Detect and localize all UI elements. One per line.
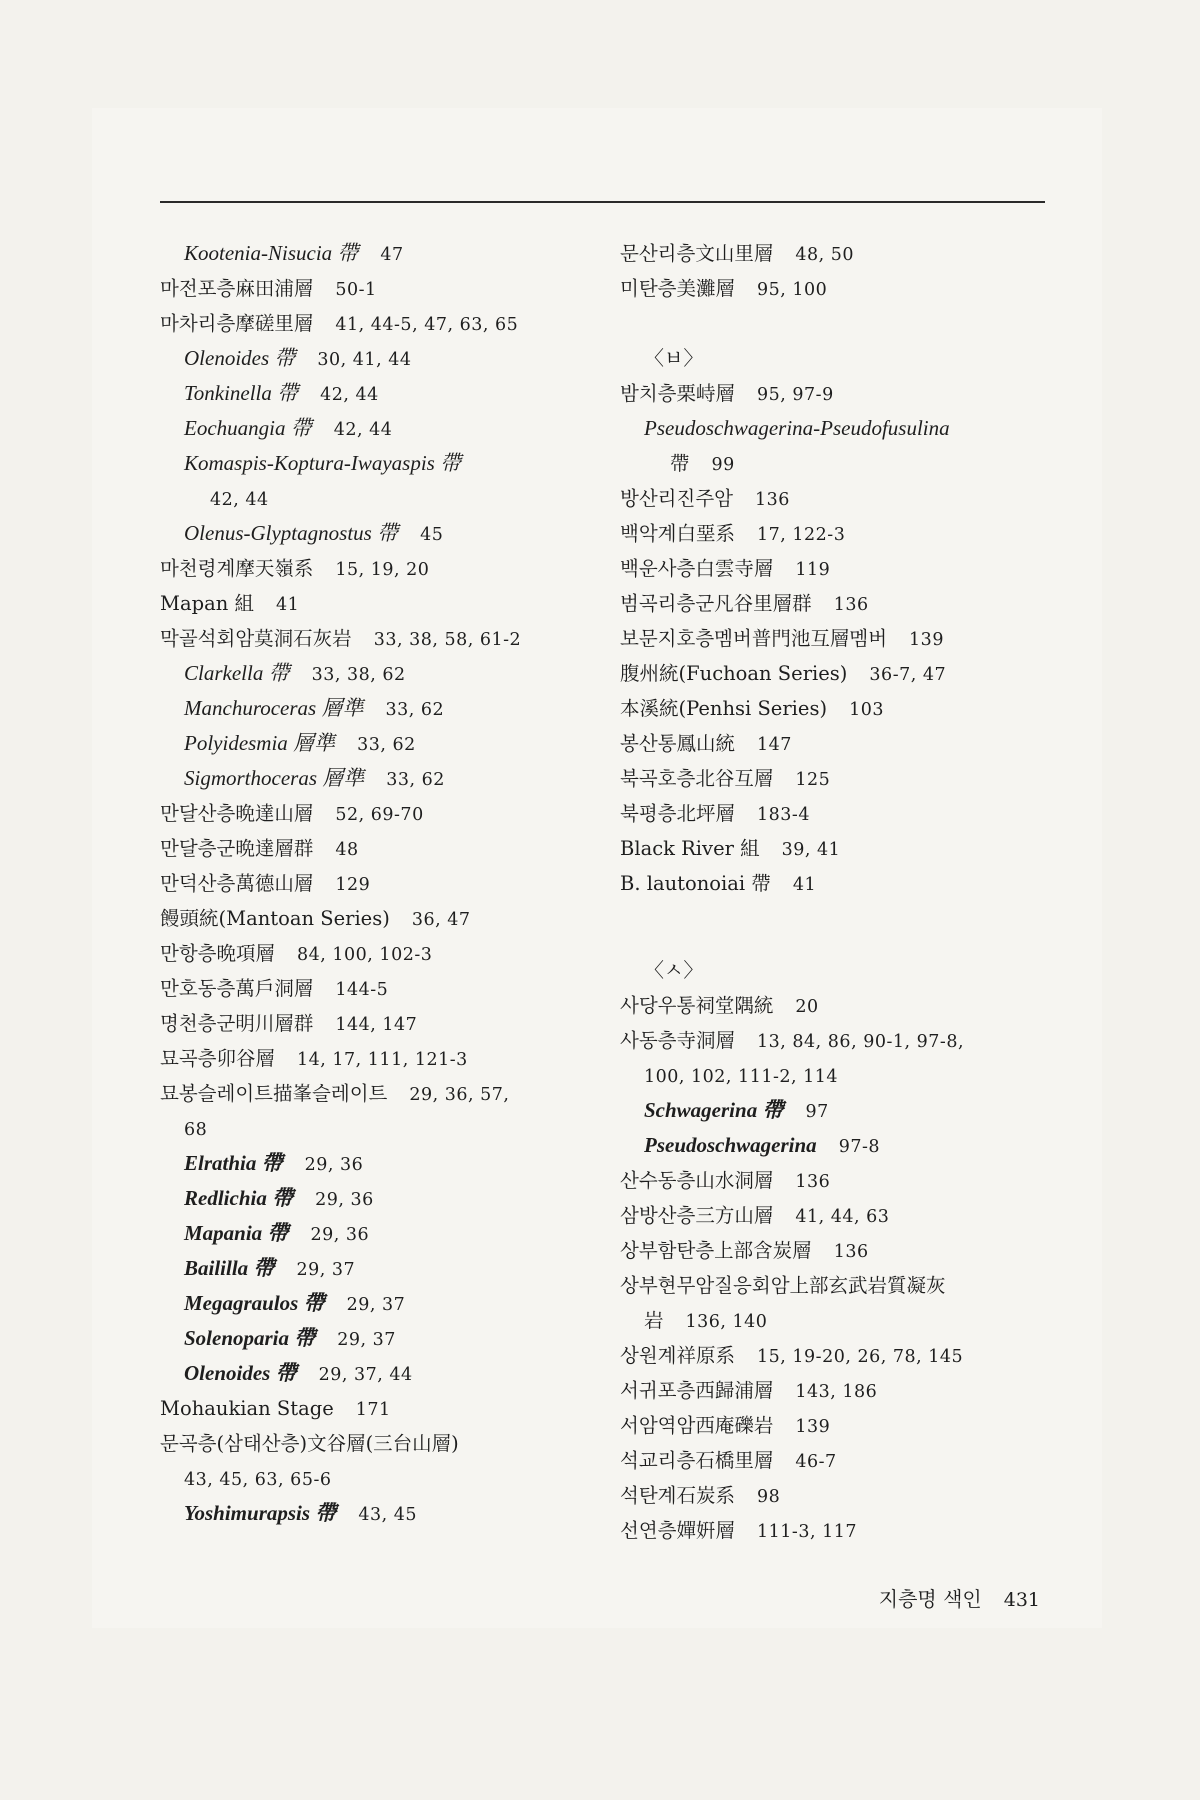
index-entry [160, 1006, 590, 1041]
index-entry [620, 1303, 1050, 1338]
entry-term: 봉산통鳳山統 [620, 732, 736, 755]
index-entry [620, 551, 1050, 586]
entry-term: 饅頭統(Mantoan Series) [160, 907, 390, 930]
index-entry [160, 1286, 590, 1321]
index-entry [620, 761, 1050, 796]
entry-term: 묘곡층卯谷層 [160, 1047, 276, 1070]
entry-pages: 139 [795, 1417, 831, 1437]
entry-pages: 41 [275, 595, 300, 615]
index-entry [160, 971, 590, 1006]
entry-pages: 47 [380, 245, 404, 265]
index-entry [160, 306, 590, 341]
entry-term: 북곡호층北谷互層 [620, 767, 774, 790]
entry-term: Kootenia-Nisucia 帶 [184, 241, 359, 265]
entry-pages: 29, 37 [337, 1330, 396, 1350]
index-entry [620, 1023, 1050, 1058]
entry-pages: 100, 102, 111-2, 114 [644, 1067, 839, 1087]
entry-term: Baililla 帶 [184, 1256, 275, 1280]
entry-pages: 41 [792, 875, 817, 895]
index-entry [620, 866, 1050, 901]
index-entry [620, 1338, 1050, 1373]
section-heading: 〈ㅂ〉 [644, 346, 704, 370]
index-entry [160, 1391, 590, 1426]
index-entry [620, 411, 1050, 446]
entry-pages: 52, 69-70 [335, 805, 424, 825]
entry-pages: 147 [757, 735, 792, 755]
entry-pages: 97 [805, 1102, 829, 1122]
entry-pages: 14, 17, 111, 121-3 [297, 1050, 468, 1070]
index-entry [160, 551, 590, 586]
entry-pages: 29, 36, 57, [409, 1085, 510, 1105]
entry-pages: 144-5 [335, 980, 389, 1000]
entry-pages: 143, 186 [795, 1382, 878, 1402]
entry-term: 마천령계摩天嶺系 [160, 557, 314, 580]
index-entry [620, 376, 1050, 411]
index-entry [620, 516, 1050, 551]
entry-term: 만호동층萬戶洞層 [160, 977, 314, 1000]
index-entry [160, 1356, 590, 1391]
entry-term: Mapan 組 [160, 592, 254, 615]
index-entry [620, 621, 1050, 656]
index-entry [160, 621, 590, 656]
index-entry [620, 726, 1050, 761]
entry-pages: 171 [355, 1400, 391, 1420]
entry-pages: 144, 147 [335, 1015, 418, 1035]
entry-pages: 139 [909, 630, 944, 650]
index-entry [160, 726, 590, 761]
index-entry [620, 271, 1050, 306]
entry-pages: 119 [795, 560, 831, 580]
index-entry [160, 1111, 590, 1146]
entry-term: 만항층晩項層 [160, 942, 276, 965]
entry-pages: 33, 38, 62 [311, 665, 406, 685]
index-entry [160, 936, 590, 971]
entry-pages: 97-8 [838, 1137, 881, 1157]
entry-term: 腹州統(Fuchoan Series) [620, 662, 848, 685]
index-entry [620, 988, 1050, 1023]
index-entry [160, 481, 590, 516]
index-column-right [620, 236, 1050, 1548]
entry-pages: 129 [335, 875, 371, 895]
entry-term: Olenoides 帶 [184, 346, 296, 370]
index-entry [620, 1128, 1050, 1163]
entry-term: B. lautonoiai 帶 [620, 872, 771, 895]
index-entry [160, 1251, 590, 1286]
index-column-left [160, 236, 590, 1531]
entry-term: Manchuroceras 層準 [184, 696, 364, 720]
entry-pages: 41, 44-5, 47, 63, 65 [335, 315, 519, 335]
entry-term: Komaspis-Koptura-Iwayaspis 帶 [184, 451, 462, 475]
entry-term: 서암역암西庵礫岩 [620, 1414, 774, 1437]
entry-pages: 42, 44 [320, 385, 379, 405]
index-entry [160, 271, 590, 306]
entry-term: 상부함탄층上部含炭層 [620, 1239, 812, 1262]
page-footer [879, 1583, 1040, 1612]
entry-term: 岩 [644, 1309, 664, 1332]
entry-term: 사당우통祠堂隅統 [620, 994, 774, 1017]
entry-pages: 183-4 [757, 805, 810, 825]
index-entry [160, 1041, 590, 1076]
index-entry [160, 516, 590, 551]
entry-pages: 30, 41, 44 [317, 350, 412, 370]
entry-term: 명천층군明川層群 [160, 1012, 314, 1035]
entry-pages: 39, 41 [781, 840, 841, 860]
index-entry [620, 691, 1050, 726]
index-entry [620, 1268, 1050, 1303]
entry-pages: 103 [849, 700, 884, 720]
entry-term: 범곡리층군凡谷里層群 [620, 592, 812, 615]
entry-term: 미탄층美灘層 [620, 277, 736, 300]
entry-pages: 136 [755, 490, 790, 510]
index-entry [160, 376, 590, 411]
entry-term: 마전포층麻田浦層 [160, 277, 314, 300]
entry-pages: 20 [795, 997, 819, 1017]
index-entry [620, 831, 1050, 866]
entry-pages: 99 [711, 455, 735, 475]
entry-term: 帶 [670, 452, 690, 475]
entry-pages: 45 [420, 525, 444, 545]
footer-title: 지층명 색인 [878, 1587, 982, 1611]
index-entry [160, 446, 590, 481]
entry-term: Pseudoschwagerina-Pseudofusulina [644, 416, 950, 440]
index-entry [620, 481, 1050, 516]
entry-pages: 136, 140 [685, 1312, 768, 1332]
entry-pages: 95, 100 [757, 280, 828, 300]
index-entry [620, 1058, 1050, 1093]
entry-term: 만덕산층萬德山層 [160, 872, 314, 895]
entry-pages: 43, 45, 63, 65-6 [184, 1470, 332, 1490]
entry-pages: 29, 37 [346, 1295, 406, 1315]
index-entry [620, 236, 1050, 271]
entry-pages: 33, 62 [357, 735, 416, 755]
entry-term: Mohaukian Stage [160, 1397, 334, 1420]
entry-term: 사동층寺洞層 [620, 1029, 736, 1052]
entry-pages: 136 [833, 1242, 869, 1262]
entry-term: 묘봉슬레이트描峯슬레이트 [160, 1082, 388, 1105]
entry-pages: 29, 37, 44 [318, 1365, 413, 1385]
entry-pages: 46-7 [795, 1452, 837, 1472]
entry-term: Mapania 帶 [184, 1221, 289, 1245]
entry-term: Megagraulos 帶 [184, 1291, 325, 1315]
index-entry [620, 1233, 1050, 1268]
entry-pages: 36, 47 [411, 910, 471, 930]
index-entry [160, 1426, 590, 1461]
index-entry [160, 831, 590, 866]
entry-term: 보문지호층멤버普門池互層멤버 [620, 627, 888, 650]
entry-pages: 15, 19, 20 [335, 560, 430, 580]
entry-pages: 13, 84, 86, 90-1, 97-8, [757, 1032, 965, 1052]
entry-pages: 125 [795, 770, 831, 790]
index-entry [160, 1076, 590, 1111]
entry-term: 문곡층(삼태산층)文谷層(三台山層) [160, 1432, 459, 1455]
entry-term: Clarkella 帶 [184, 661, 290, 685]
entry-pages: 136 [795, 1172, 831, 1192]
index-entry [620, 1478, 1050, 1513]
entry-pages: 29, 37 [296, 1260, 356, 1280]
entry-term: 삼방산층三方山層 [620, 1204, 774, 1227]
entry-term: Olenoides 帶 [184, 1361, 297, 1385]
index-entry [160, 1461, 590, 1496]
index-entry [160, 796, 590, 831]
index-entry [160, 866, 590, 901]
entry-pages: 48 [335, 840, 359, 860]
index-entry [620, 1163, 1050, 1198]
index-entry [620, 1443, 1050, 1478]
entry-pages: 42, 44 [210, 490, 269, 510]
entry-term: 산수동층山水洞層 [620, 1169, 774, 1192]
index-entry [620, 446, 1050, 481]
entry-term: 서귀포층西歸浦層 [620, 1379, 774, 1402]
entry-pages: 48, 50 [795, 245, 855, 265]
entry-term: Polyidesmia 層準 [184, 731, 336, 755]
entry-term: Sigmorthoceras 層準 [184, 766, 365, 790]
index-entry [160, 761, 590, 796]
entry-pages: 42, 44 [333, 420, 393, 440]
entry-pages: 50-1 [335, 280, 377, 300]
entry-pages: 33, 62 [386, 770, 445, 790]
entry-pages: 17, 122-3 [757, 525, 846, 545]
entry-pages: 98 [757, 1487, 781, 1507]
index-entry [620, 586, 1050, 621]
entry-term: 선연층嬋姸層 [620, 1519, 736, 1542]
entry-pages: 68 [184, 1120, 208, 1140]
header-rule [160, 201, 1045, 203]
entry-pages: 29, 36 [304, 1155, 364, 1175]
index-entry [620, 1373, 1050, 1408]
entry-pages: 36-7, 47 [869, 665, 947, 685]
entry-term: Redlichia 帶 [184, 1186, 294, 1210]
entry-term: 방산리진주암 [620, 487, 734, 510]
index-entry [620, 796, 1050, 831]
entry-term: 백악계白堊系 [620, 522, 736, 545]
entry-pages: 29, 36 [315, 1190, 374, 1210]
entry-term: Eochuangia 帶 [184, 416, 312, 440]
index-entry [160, 411, 590, 446]
entry-term: Schwagerina 帶 [644, 1098, 784, 1122]
entry-pages: 41, 44, 63 [795, 1207, 890, 1227]
index-entry [620, 1513, 1050, 1548]
index-entry [620, 656, 1050, 691]
index-entry [160, 1321, 590, 1356]
entry-pages: 136 [833, 595, 869, 615]
index-entry [160, 656, 590, 691]
entry-term: Yoshimurapsis 帶 [184, 1501, 337, 1525]
entry-term: Olenus-Glyptagnostus 帶 [184, 521, 399, 545]
entry-term: Black River 組 [620, 837, 760, 860]
entry-term: 북평층北坪層 [620, 802, 736, 825]
entry-pages: 84, 100, 102-3 [297, 945, 433, 965]
index-entry [160, 901, 590, 936]
entry-term: Elrathia 帶 [184, 1151, 283, 1175]
entry-term: 상원계祥原系 [620, 1344, 736, 1367]
index-entry [160, 691, 590, 726]
index-entry [160, 1496, 590, 1531]
entry-term: Tonkinella 帶 [184, 381, 299, 405]
entry-term: Solenoparia 帶 [184, 1326, 316, 1350]
entry-term: 상부현무암질응회암上部玄武岩質凝灰 [620, 1274, 946, 1297]
entry-term: 석교리층石橋里層 [620, 1449, 774, 1472]
index-entry [160, 1181, 590, 1216]
entry-pages: 43, 45 [358, 1505, 417, 1525]
index-entry [160, 1146, 590, 1181]
index-entry [160, 1216, 590, 1251]
index-entry [620, 1093, 1050, 1128]
entry-term: 마차리층摩磋里層 [160, 312, 314, 335]
entry-pages: 111-3, 117 [757, 1522, 857, 1542]
index-entry [620, 1408, 1050, 1443]
entry-pages: 15, 19-20, 26, 78, 145 [757, 1347, 964, 1367]
page-number: 431 [1003, 1589, 1040, 1611]
index-entry [160, 341, 590, 376]
entry-pages: 29, 36 [310, 1225, 370, 1245]
entry-pages: 33, 62 [385, 700, 445, 720]
entry-term: 석탄계石炭系 [620, 1484, 736, 1507]
entry-term: 문산리층文山里層 [620, 242, 774, 265]
entry-term: 만달층군晩達層群 [160, 837, 314, 860]
entry-pages: 95, 97-9 [757, 385, 834, 405]
entry-term: 本溪統(Penhsi Series) [620, 697, 828, 720]
entry-pages: 33, 38, 58, 61-2 [373, 630, 522, 650]
entry-term: 백운사층白雲寺層 [620, 557, 774, 580]
spacer [620, 306, 1050, 341]
index-entry [620, 1198, 1050, 1233]
entry-term: 막골석회암莫洞石灰岩 [160, 627, 352, 650]
spacer [620, 901, 1050, 953]
entry-term: 밤치층栗峙層 [620, 382, 736, 405]
index-entry [160, 236, 590, 271]
section-heading: 〈ㅅ〉 [644, 958, 704, 982]
entry-term: 만달산층晩達山層 [160, 802, 314, 825]
entry-term: Pseudoschwagerina [644, 1133, 817, 1157]
index-entry [160, 586, 590, 621]
